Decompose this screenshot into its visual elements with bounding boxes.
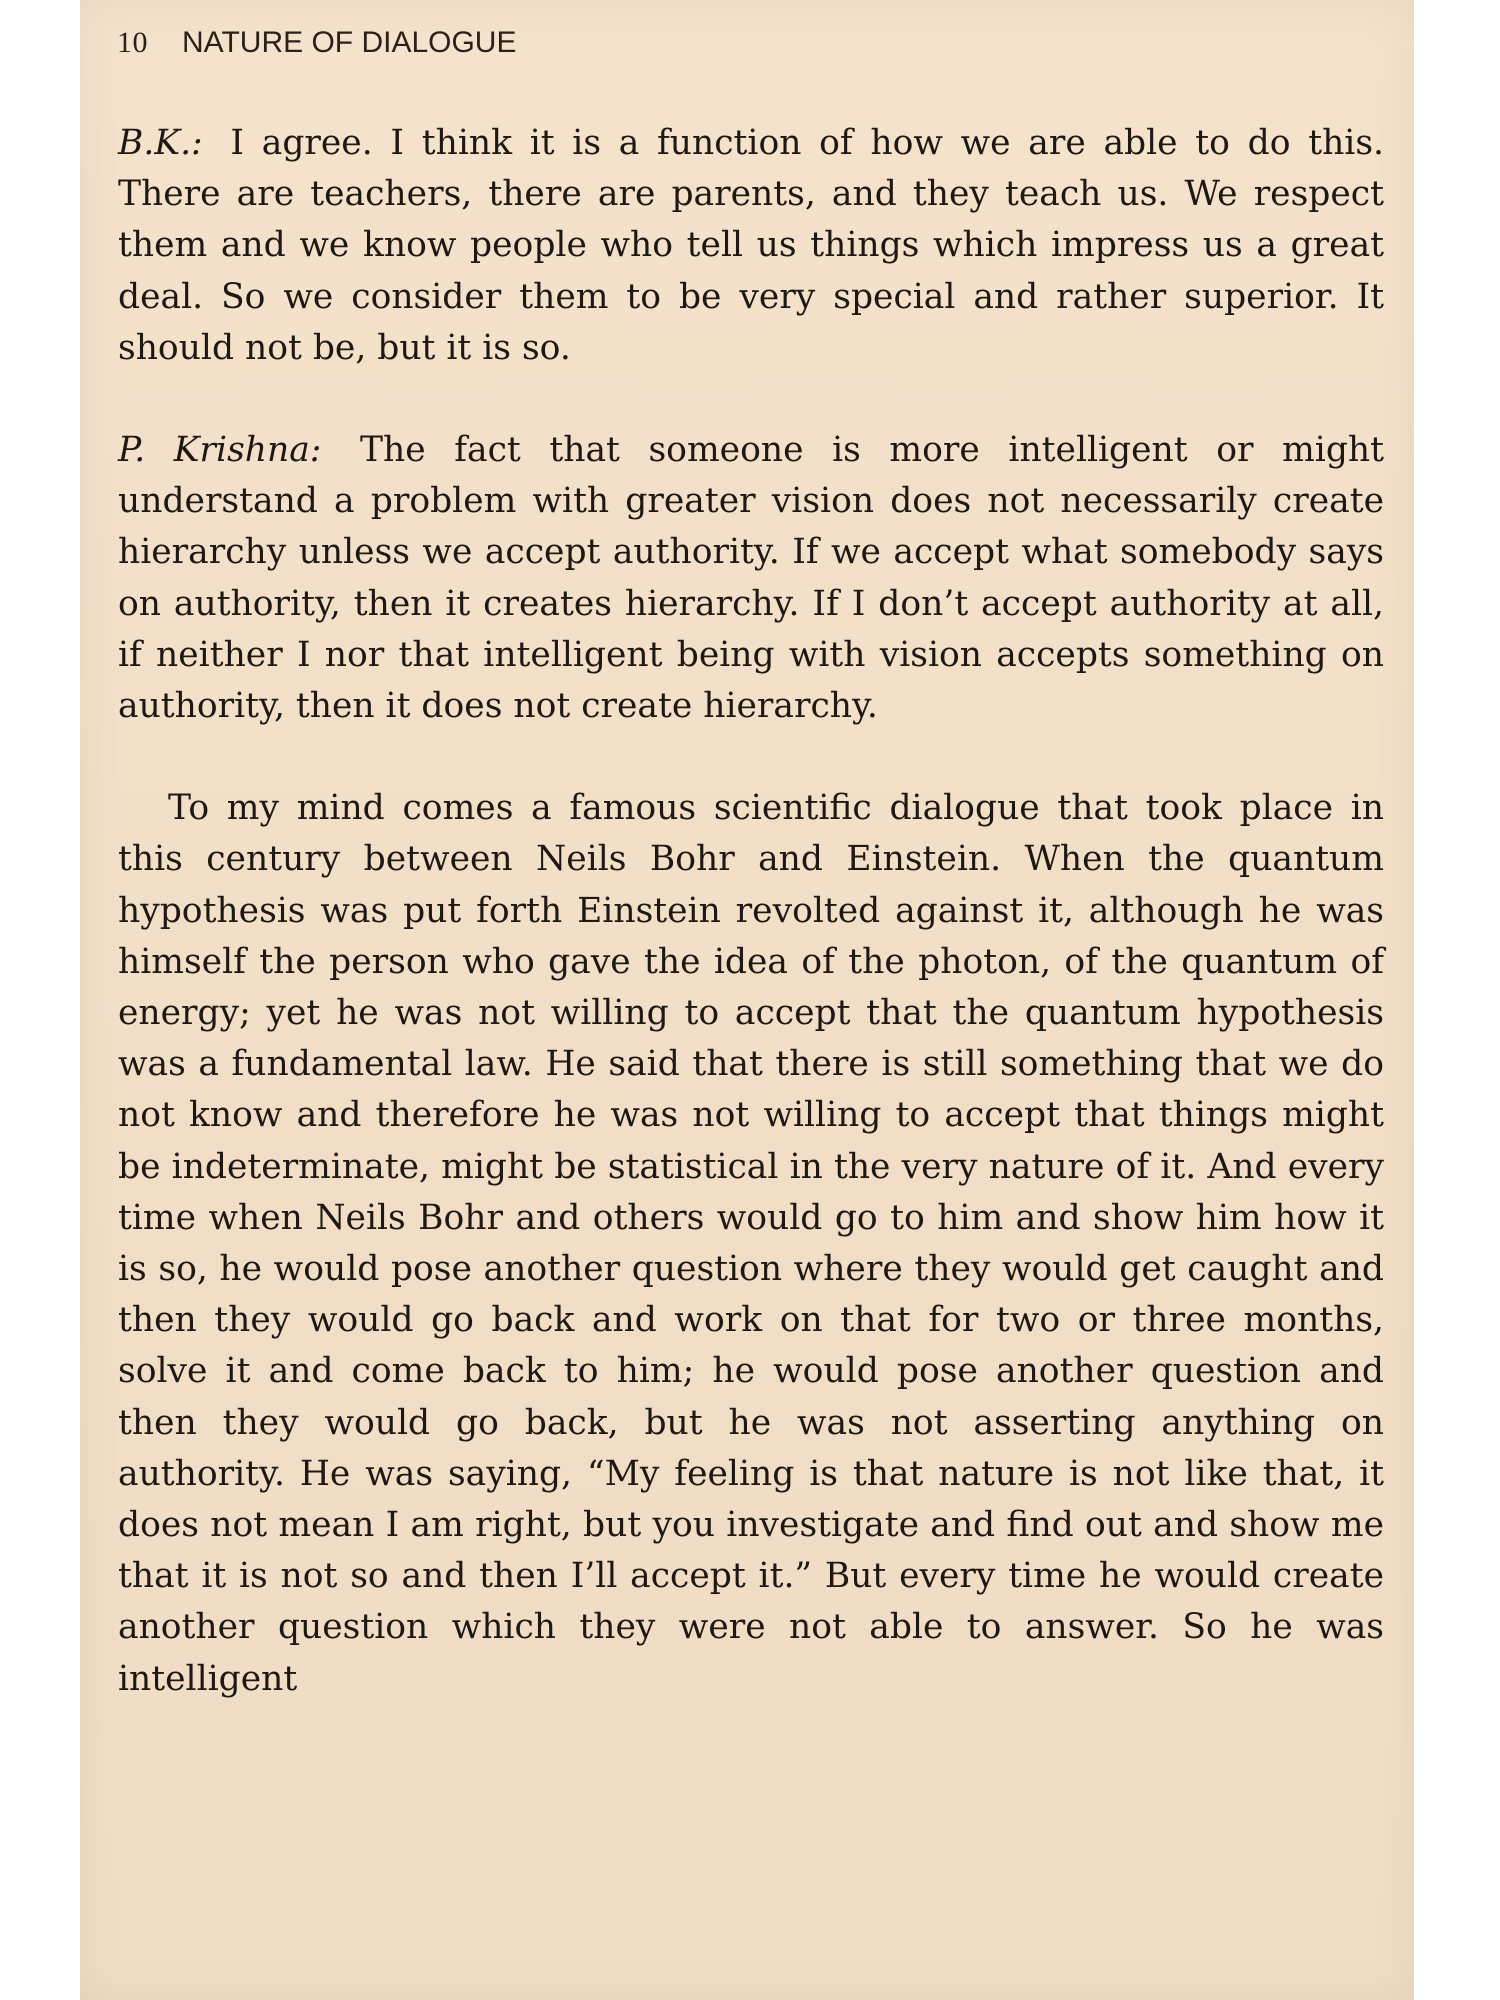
paragraph-bk bbox=[118, 118, 1384, 374]
speaker-label: B.K.: bbox=[118, 123, 203, 163]
paragraph-text: The fact that someone is more intelligent or might understand a problem with greater vision does not necessarily create hierarchy unless we accept authority. If we accept what somebody says on authority, then it creates hierarchy. If I don’t accept authority at all, if neither I nor that intelligent being with vision accepts something on authority, then it does not create hierarchy. bbox=[118, 430, 1384, 727]
paragraph-text: I agree. I think it is a function of how we are able to do this. There are teachers, there are parents, and they teach us. We respect them and we know people who tell us things which impress us a great deal. So we consider them to be very special and rather superior. It should not be, but it is so. bbox=[118, 123, 1385, 368]
page-number: 10 bbox=[117, 26, 148, 59]
body-text bbox=[118, 118, 1384, 1705]
paragraph-einstein-bohr bbox=[118, 783, 1384, 1705]
running-head bbox=[117, 26, 516, 60]
paragraph-text: To my mind comes a famous scientific dialogue that took place in this century between Neils Bohr and Einstein. When the quantum hypothesis was put forth Einstein revolted against it, although he was himself the person who gave the idea of the photon, of the quantum of energy; yet he was not willing to accept that the quantum hypothesis was a fundamental law. He said that there is still something that we do not know and therefore he was not willing to accept that things might be indeterminate, might be statistical in the very nature of it. And every time when Neils Bohr and others would go to him and show him how it is so, he would pose another question where they would get caught and then they would go back and work on that for two or three months, solve it and come back to him; he would pose another question and then they would go back, but he was not asserting anything on authority. He was saying, “My feeling is that nature is not like that, it does not mean I am right, but you investigate and find out and show me that it is not so and then I’ll accept it.” But every time he would create another question which they were not able to answer. So he was intelligent bbox=[118, 788, 1384, 1699]
book-page bbox=[80, 0, 1414, 2000]
chapter-title: NATURE OF DIALOGUE bbox=[182, 26, 517, 59]
paragraph-p-krishna bbox=[118, 425, 1384, 732]
speaker-label: P. Krishna: bbox=[118, 430, 322, 471]
